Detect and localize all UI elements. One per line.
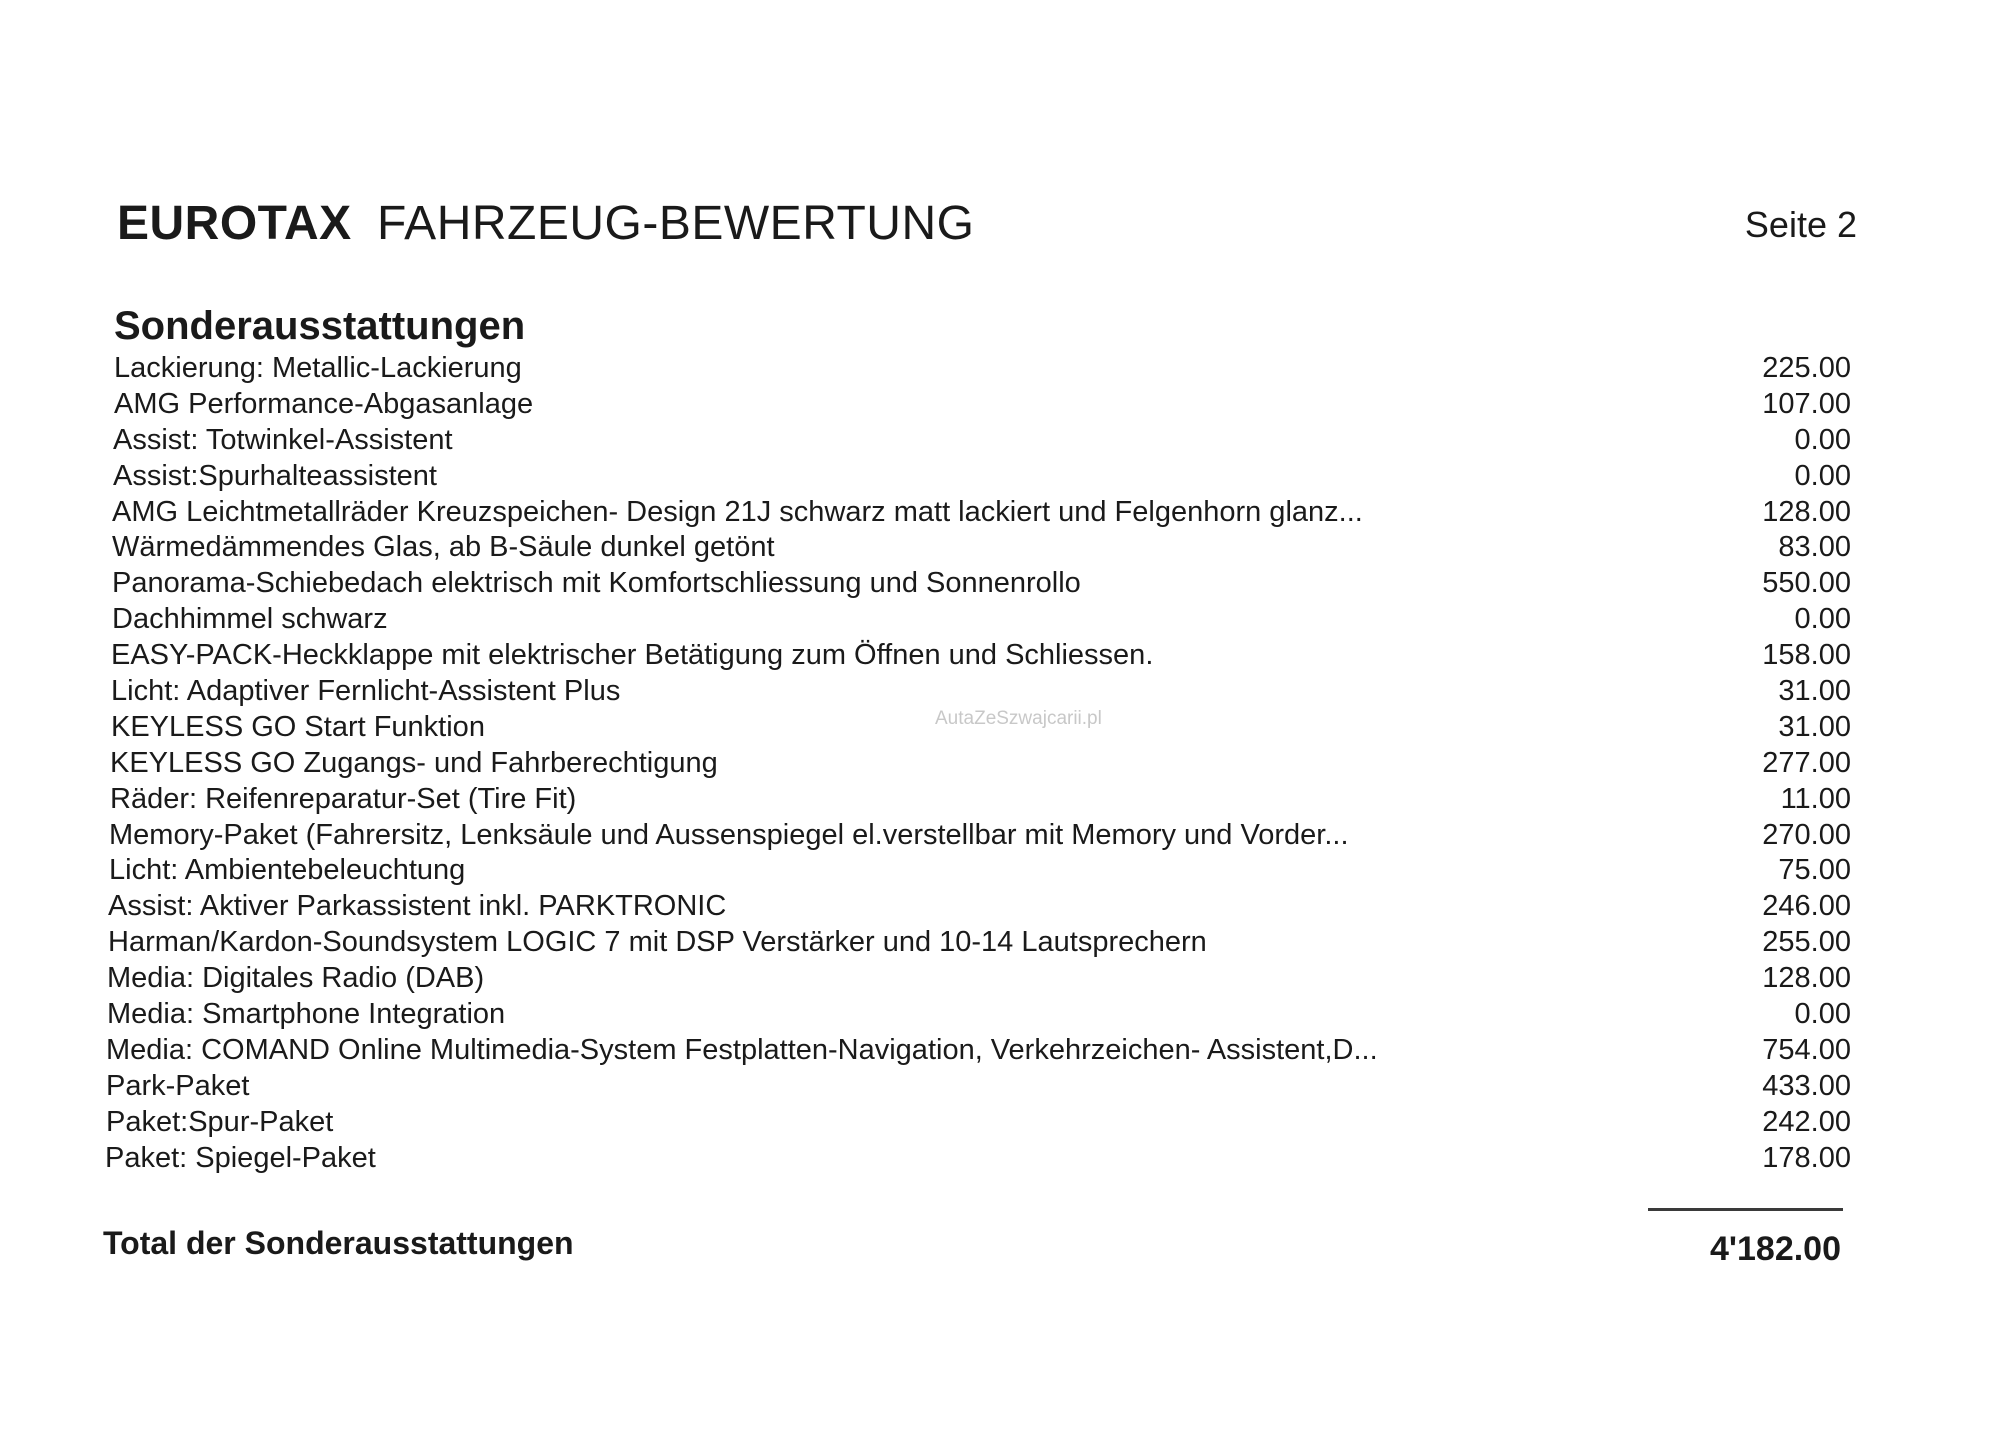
total-label: Total der Sonderausstattungen: [103, 1225, 574, 1261]
equipment-value: 83.00: [1778, 531, 1851, 564]
equipment-value: 11.00: [1780, 782, 1851, 815]
equipment-row: [0, 1104, 2016, 1140]
equipment-value: 0.00: [1794, 603, 1851, 636]
watermark: AutaZeSzwajcarii.pl: [935, 708, 1102, 729]
equipment-value: 225.00: [1762, 352, 1851, 384]
equipment-row: [0, 386, 2016, 422]
equipment-label: Media: COMAND Online Multimedia-System Festplatten-Navigation, Verkehrzeichen- Assistent,D...: [106, 1033, 1378, 1066]
equipment-label: Park-Paket: [106, 1069, 250, 1102]
equipment-value: 255.00: [1762, 926, 1851, 959]
document-title: FAHRZEUG-BEWERTUNG: [377, 197, 975, 250]
equipment-label: Memory-Paket (Fahrersitz, Lenksäule und Aussenspiegel el.verstellbar mit Memory und Vorder...: [109, 818, 1349, 851]
equipment-label: Räder: Reifenreparatur-Set (Tire Fit): [110, 782, 577, 815]
equipment-row: [0, 781, 2016, 817]
equipment-label: Paket:Spur-Paket: [106, 1105, 334, 1138]
equipment-row: [0, 745, 2016, 781]
equipment-label: Licht: Adaptiver Fernlicht-Assistent Plus: [111, 675, 621, 708]
equipment-label: Assist: Aktiver Parkassistent inkl. PARKTRONIC: [108, 890, 727, 923]
equipment-row: [0, 924, 2016, 960]
equipment-label: Media: Digitales Radio (DAB): [107, 962, 485, 995]
equipment-value: 270.00: [1762, 818, 1851, 851]
total-value: 4'182.00: [1710, 1230, 1841, 1268]
equipment-row: [0, 888, 2016, 924]
equipment-label: KEYLESS GO Start Funktion: [111, 710, 485, 743]
equipment-value: 246.00: [1762, 890, 1851, 923]
equipment-row: [0, 673, 2016, 709]
equipment-label: KEYLESS GO Zugangs- und Fahrberechtigung: [110, 746, 718, 779]
equipment-row: [0, 422, 2016, 458]
equipment-row: [0, 565, 2016, 601]
equipment-row: [0, 1068, 2016, 1104]
equipment-row: [0, 817, 2016, 853]
equipment-value: 107.00: [1762, 387, 1851, 420]
equipment-value: 433.00: [1762, 1069, 1851, 1102]
equipment-label: AMG Leichtmetallräder Kreuzspeichen- Design 21J schwarz matt lackiert und Felgenhorn glanz...: [112, 495, 1363, 528]
sum-rule: [1648, 1208, 1843, 1211]
equipment-label: Wärmedämmendes Glas, ab B-Säule dunkel getönt: [112, 531, 775, 564]
equipment-label: Assist: Totwinkel-Assistent: [113, 423, 453, 456]
equipment-value: 277.00: [1762, 746, 1851, 779]
equipment-row: [0, 1140, 2016, 1176]
equipment-row: [0, 852, 2016, 888]
equipment-label: EASY-PACK-Heckklappe mit elektrischer Betätigung zum Öffnen und Schliessen.: [111, 639, 1154, 672]
equipment-value: 754.00: [1762, 1033, 1851, 1066]
equipment-value: 128.00: [1762, 495, 1851, 528]
equipment-label: Panorama-Schiebedach elektrisch mit Komfortschliessung und Sonnenrollo: [112, 567, 1081, 600]
equipment-value: 31.00: [1778, 675, 1851, 708]
equipment-value: 128.00: [1762, 962, 1851, 995]
equipment-row: [0, 996, 2016, 1032]
equipment-value: 0.00: [1794, 998, 1851, 1031]
equipment-row: [0, 1032, 2016, 1068]
equipment-value: 0.00: [1794, 459, 1851, 492]
equipment-row: [0, 529, 2016, 565]
equipment-label: Licht: Ambientebeleuchtung: [109, 854, 466, 887]
equipment-label: AMG Performance-Abgasanlage: [114, 387, 534, 420]
equipment-row: [0, 960, 2016, 996]
equipment-row: [0, 350, 2016, 386]
brand-name: EUROTAX: [117, 197, 352, 250]
equipment-label: Media: Smartphone Integration: [107, 998, 506, 1031]
equipment-row: [0, 637, 2016, 673]
equipment-label: Harman/Kardon-Soundsystem LOGIC 7 mit DSP Verstärker und 10-14 Lautsprechern: [108, 926, 1207, 959]
equipment-value: 242.00: [1762, 1105, 1851, 1138]
equipment-list: [0, 350, 2016, 1175]
equipment-label: Lackierung: Metallic-Lackierung: [114, 352, 522, 384]
equipment-value: 75.00: [1778, 854, 1851, 887]
equipment-value: 31.00: [1778, 710, 1851, 743]
equipment-row: [0, 494, 2016, 530]
equipment-row: [0, 601, 2016, 637]
page-header: [117, 196, 1857, 256]
section-title: Sonderausstattungen: [114, 304, 526, 348]
equipment-label: Dachhimmel schwarz: [112, 603, 388, 636]
equipment-label: Paket: Spiegel-Paket: [105, 1141, 376, 1174]
equipment-value: 158.00: [1762, 639, 1851, 672]
page-number: Seite 2: [1744, 204, 1857, 245]
equipment-label: Assist:Spurhalteassistent: [113, 459, 437, 492]
equipment-value: 550.00: [1762, 567, 1851, 600]
equipment-row: [0, 458, 2016, 494]
equipment-value: 178.00: [1762, 1141, 1851, 1174]
equipment-value: 0.00: [1794, 423, 1851, 456]
